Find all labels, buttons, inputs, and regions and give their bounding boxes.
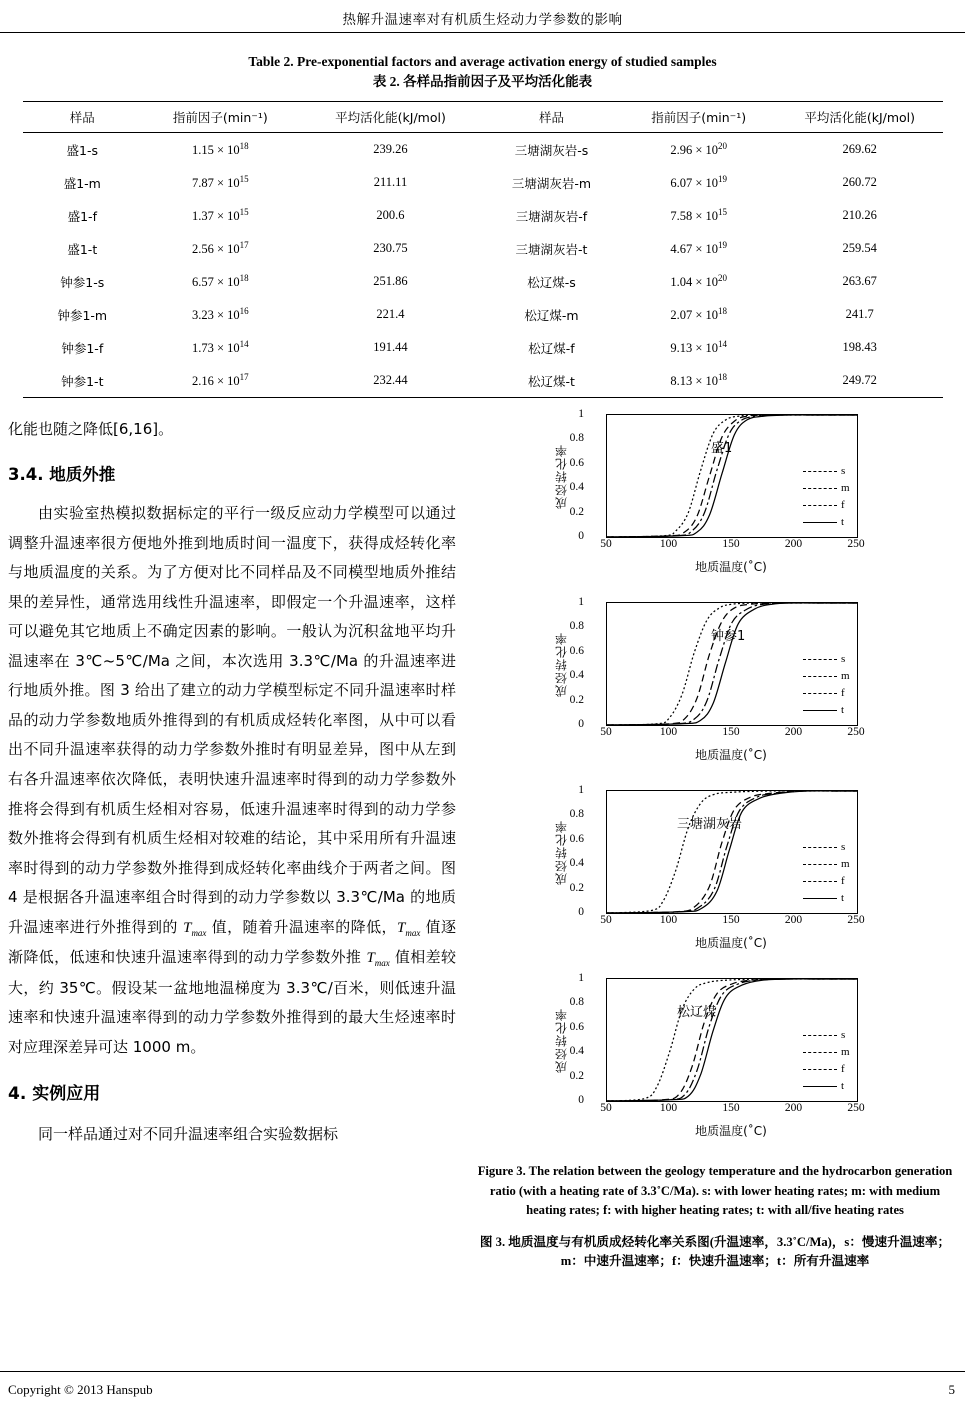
chart-panel-3 <box>550 784 880 962</box>
plot-area <box>606 790 858 914</box>
legend-line-f <box>803 505 837 506</box>
cell-prefactor-1: $7.87 \times 10^{15}$ <box>191 174 249 191</box>
legend-label-s: s <box>841 840 846 853</box>
cell-sample-1: 盛1-f <box>67 208 97 224</box>
table-row <box>23 298 943 331</box>
chart-panel-2 <box>550 596 880 774</box>
legend-label-f: f <box>841 1062 845 1075</box>
chart-legend <box>803 651 851 719</box>
panel-sample-label: 松辽煤 <box>677 1005 717 1020</box>
y-tick-label: 0.2 <box>569 693 584 706</box>
heading-3-4: 3.4. 地质外推 <box>8 464 116 484</box>
x-tick-label: 150 <box>722 1102 740 1114</box>
cell-sample-1: 盛1-m <box>63 175 101 191</box>
paragraph-1 <box>8 499 456 1062</box>
header-divider <box>0 32 965 33</box>
cell-prefactor-1: $2.16 \times 10^{17}$ <box>142 364 298 398</box>
legend-line-s <box>803 659 837 660</box>
cell-sample-1: 钟参1-m <box>57 307 108 323</box>
y-tick-label: 0.8 <box>569 620 584 633</box>
x-tick-label: 100 <box>659 914 678 926</box>
y-tick-label: 0.4 <box>569 669 584 682</box>
table-row <box>23 331 943 364</box>
legend-line-m <box>803 864 837 865</box>
cell-prefactor-2: $2.07 \times 10^{18}$ <box>670 306 728 323</box>
legend-line-t <box>803 898 837 899</box>
legend-line-s <box>803 847 837 848</box>
heading-4: 4. 实例应用 <box>8 1084 101 1105</box>
cell-activation-2: 259.54 <box>842 241 877 256</box>
cell-prefactor-1: $1.73 \times 10^{14}$ <box>191 339 249 356</box>
panel-sample-label: 钟参1 <box>711 629 746 644</box>
page-number: 5 <box>948 1382 955 1397</box>
x-tick-label: 50 <box>600 914 612 926</box>
legend-line-t <box>803 710 837 711</box>
col-activation-2: 平均活化能(kJ/mol) <box>777 102 943 133</box>
cell-sample-2: 松辽煤-t <box>482 364 620 398</box>
y-tick-label: 0 <box>578 906 584 918</box>
cell-sample-2: 松辽煤-s <box>527 274 576 290</box>
legend-item-t <box>803 514 851 531</box>
legend-label-t: t <box>841 1079 845 1092</box>
x-axis-label: 地质温度(˚C) <box>695 936 767 950</box>
cell-prefactor-2: $9.13 \times 10^{14}$ <box>670 339 728 356</box>
chart-panel-1 <box>550 408 880 586</box>
cell-activation-1: 211.11 <box>373 175 408 190</box>
paragraph-1-part-b: 值，随着升温速率的降低， <box>206 917 397 936</box>
x-tick-label: 50 <box>600 538 612 550</box>
x-tick-label: 100 <box>659 726 678 738</box>
y-tick-label: 0.8 <box>569 996 584 1009</box>
x-axis-label: 地质温度(˚C) <box>695 1124 767 1138</box>
cell-activation-1: 251.86 <box>373 274 408 289</box>
legend-line-m <box>803 488 837 489</box>
col-sample-1: 样品 <box>23 102 143 133</box>
legend-item-m <box>803 668 851 685</box>
y-tick-label: 0.8 <box>569 808 584 821</box>
tmax-symbol-3: $T_{max}$ <box>366 950 390 969</box>
y-tick-label: 1 <box>578 596 584 608</box>
table-row <box>23 199 943 232</box>
legend-item-s <box>803 651 851 668</box>
cell-activation-1: 200.6 <box>376 208 405 223</box>
plot-area <box>606 414 858 538</box>
x-tick-label: 250 <box>847 1102 865 1114</box>
legend-label-t: t <box>841 515 845 528</box>
legend-item-t <box>803 1078 851 1095</box>
x-tick-label: 200 <box>784 726 803 738</box>
y-tick-label: 0 <box>578 530 584 542</box>
panel-sample-label: 三塘湖灰岩 <box>677 817 743 832</box>
legend-label-f: f <box>841 874 845 887</box>
footer-divider <box>0 1371 965 1372</box>
y-tick-label: 0 <box>578 718 584 730</box>
x-tick-label: 250 <box>847 726 865 738</box>
legend-label-m: m <box>841 1045 850 1058</box>
cell-prefactor-1: $6.57 \times 10^{18}$ <box>191 273 249 290</box>
x-tick-label: 200 <box>784 914 803 926</box>
cell-prefactor-1: $3.23 \times 10^{16}$ <box>191 306 249 323</box>
legend-label-t: t <box>841 703 845 716</box>
legend-item-s <box>803 1027 851 1044</box>
y-tick-label: 0.6 <box>569 456 584 469</box>
legend-line-f <box>803 693 837 694</box>
y-tick-label: 1 <box>578 972 584 984</box>
figure-caption-en: Figure 3. The relation between the geology temperature and the hydrocarbon generation ratio (with a heating rate of 3.3˚C/Ma). s: with lower heating rates; m: with medium heating rates; f: with higher heating rates; t: with all/five heating rates <box>477 1164 953 1218</box>
y-tick-label: 0 <box>578 1094 584 1106</box>
figure-column <box>470 408 960 1272</box>
legend-item-f <box>803 1061 851 1078</box>
table-row <box>23 166 943 199</box>
y-axis-label: 成烃转化率 <box>554 1008 569 1074</box>
cell-sample-1: 钟参1-s <box>60 274 105 290</box>
y-tick-label: 0.4 <box>569 857 584 870</box>
cell-prefactor-2: $8.13 \times 10^{18}$ <box>620 364 776 398</box>
table-row <box>23 232 943 265</box>
legend-label-t: t <box>841 891 845 904</box>
legend-line-s <box>803 471 837 472</box>
table-body <box>23 133 943 398</box>
x-tick-label: 100 <box>659 1102 678 1114</box>
cell-sample-1: 钟参1-f <box>61 340 104 356</box>
x-tick-label: 150 <box>722 914 740 926</box>
paragraph-2: 同一样品通过对不同升温速率组合实验数据标 <box>38 1124 339 1143</box>
cell-activation-1: 232.44 <box>298 364 482 398</box>
cell-activation-2: 198.43 <box>842 340 877 355</box>
col-prefactor-1: 指前因子(min⁻¹) <box>142 102 298 133</box>
cell-sample-2: 三塘湖灰岩-m <box>511 175 592 191</box>
y-tick-label: 1 <box>578 784 584 796</box>
legend-item-m <box>803 1044 851 1061</box>
chart-legend <box>803 463 851 531</box>
cell-activation-1: 221.4 <box>376 307 405 322</box>
cell-activation-1: 191.44 <box>373 340 408 355</box>
x-axis-label: 地质温度(˚C) <box>695 748 767 762</box>
x-tick-label: 200 <box>784 538 803 550</box>
table-row <box>23 364 943 398</box>
cell-activation-2: 210.26 <box>842 208 877 223</box>
legend-item-m <box>803 480 851 497</box>
paragraph-1-part-d: 值相差较大，约 35℃。假设某一盆地地温梯度为 3.3℃/百米，则低速升温速率和快速升温速率得到的动力学参数外推得到的最大生烃速率时对应理深差异可达 1000 m。 <box>8 948 456 1056</box>
x-tick-label: 250 <box>847 914 865 926</box>
x-tick-label: 100 <box>659 538 678 550</box>
y-tick-label: 0.2 <box>569 1069 584 1082</box>
col-activation-1: 平均活化能(kJ/mol) <box>298 102 482 133</box>
panel-sample-label: 盛1 <box>711 441 733 456</box>
legend-item-s <box>803 839 851 856</box>
y-tick-label: 0.6 <box>569 644 584 657</box>
cell-sample-1: 钟参1-t <box>23 364 143 398</box>
table-row <box>23 265 943 298</box>
x-tick-label: 50 <box>600 1102 612 1114</box>
y-tick-label: 0.6 <box>569 1020 584 1033</box>
cell-sample-1: 盛1-t <box>67 241 98 257</box>
plot-area <box>606 602 858 726</box>
legend-label-s: s <box>841 464 846 477</box>
carry-over-text: 化能也随之降低[6,16]。 <box>8 420 174 438</box>
cell-activation-2: 249.72 <box>777 364 943 398</box>
chart-legend <box>803 839 851 907</box>
table-caption-cn: 表 2. 各样品指前因子及平均活化能表 <box>372 73 593 89</box>
paragraph-1-part-c: 值逐渐降低，低速和快速升温速率得到的动力学参数外推 <box>8 917 456 967</box>
legend-line-s <box>803 1035 837 1036</box>
cell-prefactor-2: $7.58 \times 10^{15}$ <box>670 207 728 224</box>
legend-item-f <box>803 685 851 702</box>
cell-prefactor-2: $6.07 \times 10^{19}$ <box>670 174 728 191</box>
table-row <box>23 133 943 167</box>
legend-label-f: f <box>841 686 845 699</box>
y-axis-label: 成烃转化率 <box>554 632 569 698</box>
legend-line-t <box>803 1086 837 1087</box>
cell-prefactor-2: $4.67 \times 10^{19}$ <box>670 240 728 257</box>
cell-sample-2: 松辽煤-f <box>528 340 575 356</box>
y-tick-label: 0.4 <box>569 481 584 494</box>
legend-item-s <box>803 463 851 480</box>
y-tick-label: 1 <box>578 408 584 420</box>
cell-sample-1: 盛1-s <box>66 142 99 158</box>
legend-label-f: f <box>841 498 845 511</box>
cell-sample-2: 三塘湖灰岩-f <box>515 208 588 224</box>
x-tick-label: 250 <box>847 538 865 550</box>
col-prefactor-2: 指前因子(min⁻¹) <box>620 102 776 133</box>
legend-label-m: m <box>841 857 850 870</box>
x-tick-label: 50 <box>600 726 612 738</box>
table-header-row <box>23 102 943 133</box>
table-caption-en: Table 2. Pre-exponential factors and average activation energy of studied samples <box>248 54 717 69</box>
x-axis-label: 地质温度(˚C) <box>695 560 767 574</box>
body-left-column <box>8 415 456 1149</box>
cell-activation-1: 230.75 <box>373 241 408 256</box>
legend-label-m: m <box>841 481 850 494</box>
legend-item-f <box>803 873 851 890</box>
cell-activation-2: 263.67 <box>842 274 877 289</box>
legend-line-f <box>803 881 837 882</box>
y-tick-label: 0.8 <box>569 432 584 445</box>
legend-line-m <box>803 676 837 677</box>
x-tick-label: 150 <box>722 538 740 550</box>
plot-area <box>606 978 858 1102</box>
cell-sample-2: 三塘湖灰岩-s <box>514 142 589 158</box>
y-tick-label: 0.2 <box>569 505 584 518</box>
chart-panel-4 <box>550 972 880 1150</box>
cell-activation-2: 260.72 <box>842 175 877 190</box>
col-sample-2: 样品 <box>482 102 620 133</box>
legend-line-f <box>803 1069 837 1070</box>
cell-prefactor-1: $2.56 \times 10^{17}$ <box>191 240 249 257</box>
cell-activation-1: 239.26 <box>373 142 408 157</box>
legend-line-m <box>803 1052 837 1053</box>
paragraph-1-part-a: 由实验室热模拟数据标定的平行一级反应动力学模型可以通过调整升温速率很方便地外推到地质时间一温度下，获得成烃转化率与地质温度的关系。为了方便对比不同样品及不同模型地质外推结果的差异性，通常选用线性升温速率，即假定一个升温速率，这样可以避免其它地质上不确定因素的影响。一般认为沉积盆地平均升温速率在 3℃~5℃/Ma 之间，本次选用 3.3℃/Ma 的升温速率进行地质外推。图 3 给出了建立的动力学模型标定不同升温速率时样品的动力学参数地质外推得到的有机质成烃转化率图，从中可以看出不同升温速率获得的动力学参数外推时有明显差异，图中从左到右各升温速率依次降低，表明快速升温速率时得到的动力学参数外推将会得到有机质生烃相对容易，低速升温速率时得到的动力学参数外推将会得到有机质生烃相对较难的结论，其中采用所有升温速率时得到的动力学参数外推得到成烃转化率曲线介于两者之间。图 4 是根据各升温速率组合时得到的动力学参数以 3.3℃/Ma 的地质升温速率进行外推得到的 <box>8 504 456 936</box>
legend-item-t <box>803 890 851 907</box>
legend-label-s: s <box>841 1028 846 1041</box>
cell-prefactor-1: $1.15 \times 10^{18}$ <box>191 141 249 158</box>
x-tick-label: 200 <box>784 1102 803 1114</box>
cell-prefactor-1: $1.37 \times 10^{15}$ <box>191 207 249 224</box>
cell-activation-2: 269.62 <box>842 142 877 157</box>
y-axis-label: 成烃转化率 <box>554 820 569 886</box>
legend-label-s: s <box>841 652 846 665</box>
cell-sample-2: 三塘湖灰岩-t <box>515 241 588 257</box>
legend-item-t <box>803 702 851 719</box>
cell-prefactor-2: $2.96 \times 10^{20}$ <box>670 141 728 158</box>
y-axis-label: 成烃转化率 <box>554 444 569 510</box>
running-head: 热解升温速率对有机质生烃动力学参数的影响 <box>342 12 623 27</box>
x-tick-label: 150 <box>722 726 740 738</box>
y-tick-label: 0.6 <box>569 832 584 845</box>
cell-activation-2: 241.7 <box>845 307 874 322</box>
tmax-symbol-2: $T_{max}$ <box>396 919 421 938</box>
data-table <box>23 101 943 398</box>
tmax-symbol-1: $T_{max}$ <box>183 919 207 938</box>
y-tick-label: 0.4 <box>569 1045 584 1058</box>
table-block <box>0 52 965 398</box>
legend-label-m: m <box>841 669 850 682</box>
y-tick-label: 0.2 <box>569 881 584 894</box>
legend-item-m <box>803 856 851 873</box>
figure-caption-cn: 图 3. 地质温度与有机质成烃转化率关系图(升温速率，3.3˚C/Ma)，s：慢速升温速率；m：中速升温速率；f：快速升温速率；t：所有升温速率 <box>479 1234 951 1269</box>
copyright-text: Copyright © 2013 Hanspub <box>8 1382 153 1397</box>
cell-sample-2: 松辽煤-m <box>524 307 579 323</box>
legend-line-t <box>803 522 837 523</box>
cell-prefactor-2: $1.04 \times 10^{20}$ <box>670 273 728 290</box>
legend-item-f <box>803 497 851 514</box>
chart-legend <box>803 1027 851 1095</box>
